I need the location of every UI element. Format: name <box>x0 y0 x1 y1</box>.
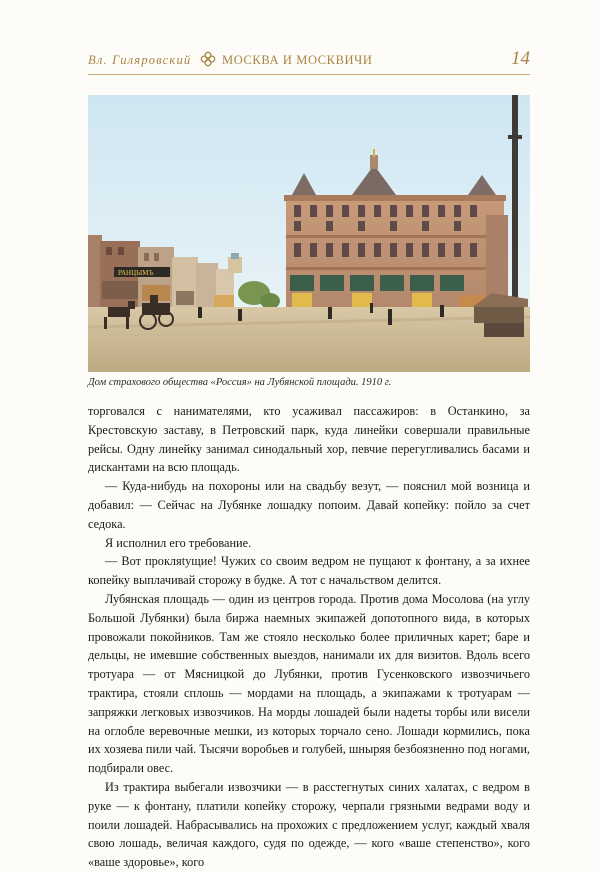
header-author: Вл. Гиляровский <box>88 53 192 67</box>
lamp-post <box>512 95 518 313</box>
paragraph: Я исполнил его требование. <box>105 535 252 550</box>
running-header <box>88 50 530 72</box>
tram <box>214 295 234 307</box>
paragraph: — Вот прокляtущие! Чужих со своим ведром не пущают к фонтану, а за ихнее копейку выплачивай сторожу в будке. А тот с начальством делится. <box>88 554 530 588</box>
header-rule <box>88 74 530 75</box>
lubyanka-square-photo <box>88 95 530 372</box>
photo-caption: Дом страхового общества «Россия» на Лубянской площади. 1910 г. <box>88 377 392 388</box>
body-text <box>88 402 530 872</box>
page-number: 14 <box>511 48 530 69</box>
paragraph: — Куда-нибудь на похороны или на свадьбу везут, — пояснил мой возница и добавил: — Сейчас на Лубянке лошадку попоим. Давай копейку: пойло за счет седока. <box>88 479 530 531</box>
paragraph: Из трактира выбегали извозчики — в расстегнутых синих халатах, с ведром в руке — к фонтану, платили копейку сторожу, черпали грязными ведрами воду и поили лошадей. Набрасывались на прохожих с предложением услуг, каждый хваля свою лошадь, величая каждого, судя по одежде, — кого «ваше степенство», кого «ваше здоровье», кого <box>88 779 530 870</box>
header-book-title: МОСКВА И МОСКВИЧИ <box>222 53 373 67</box>
ornament-icon <box>200 51 216 67</box>
paragraph: Лубянская площадь — один из центров города. Против дома Мосолова (на углу Большой Лубянки) была биржа наемных экипажей допотопного вида, в которых провожали покойников. Там же стояло несколько более приличных карет; баре и дельцы, не имевшие собственных выездов, нанимали их для визитов. Вдоль всего тротуара — от Мясницкой до Лубянки, против Гусенковского извозчичьего трактира, стояли сплошь — мордами на площадь, а экипажами к тротуарам — запряжки легковых извозчиков. На морды лошадей были надеты торбы или висели на оглобле веревочные мешки, из которых торчало сено. Лошади кормились, пока их хозяева пили чай. Тысячи воробьев и голубей, шныряя безбоязненно под ногами, подбирали овес. <box>88 591 530 776</box>
paragraph: торговался с нанимателями, кто усаживал пассажиров: в Останкино, за Крестовскую заставу, в Петровский парк, куда линейки совершали правильные рейсы. Одну линейку занимал синодальный хор, певчие перегугливались басами и дискантами на всю площадь. <box>88 404 530 475</box>
shop-sign: РАНЦЫМЪ <box>118 269 154 277</box>
